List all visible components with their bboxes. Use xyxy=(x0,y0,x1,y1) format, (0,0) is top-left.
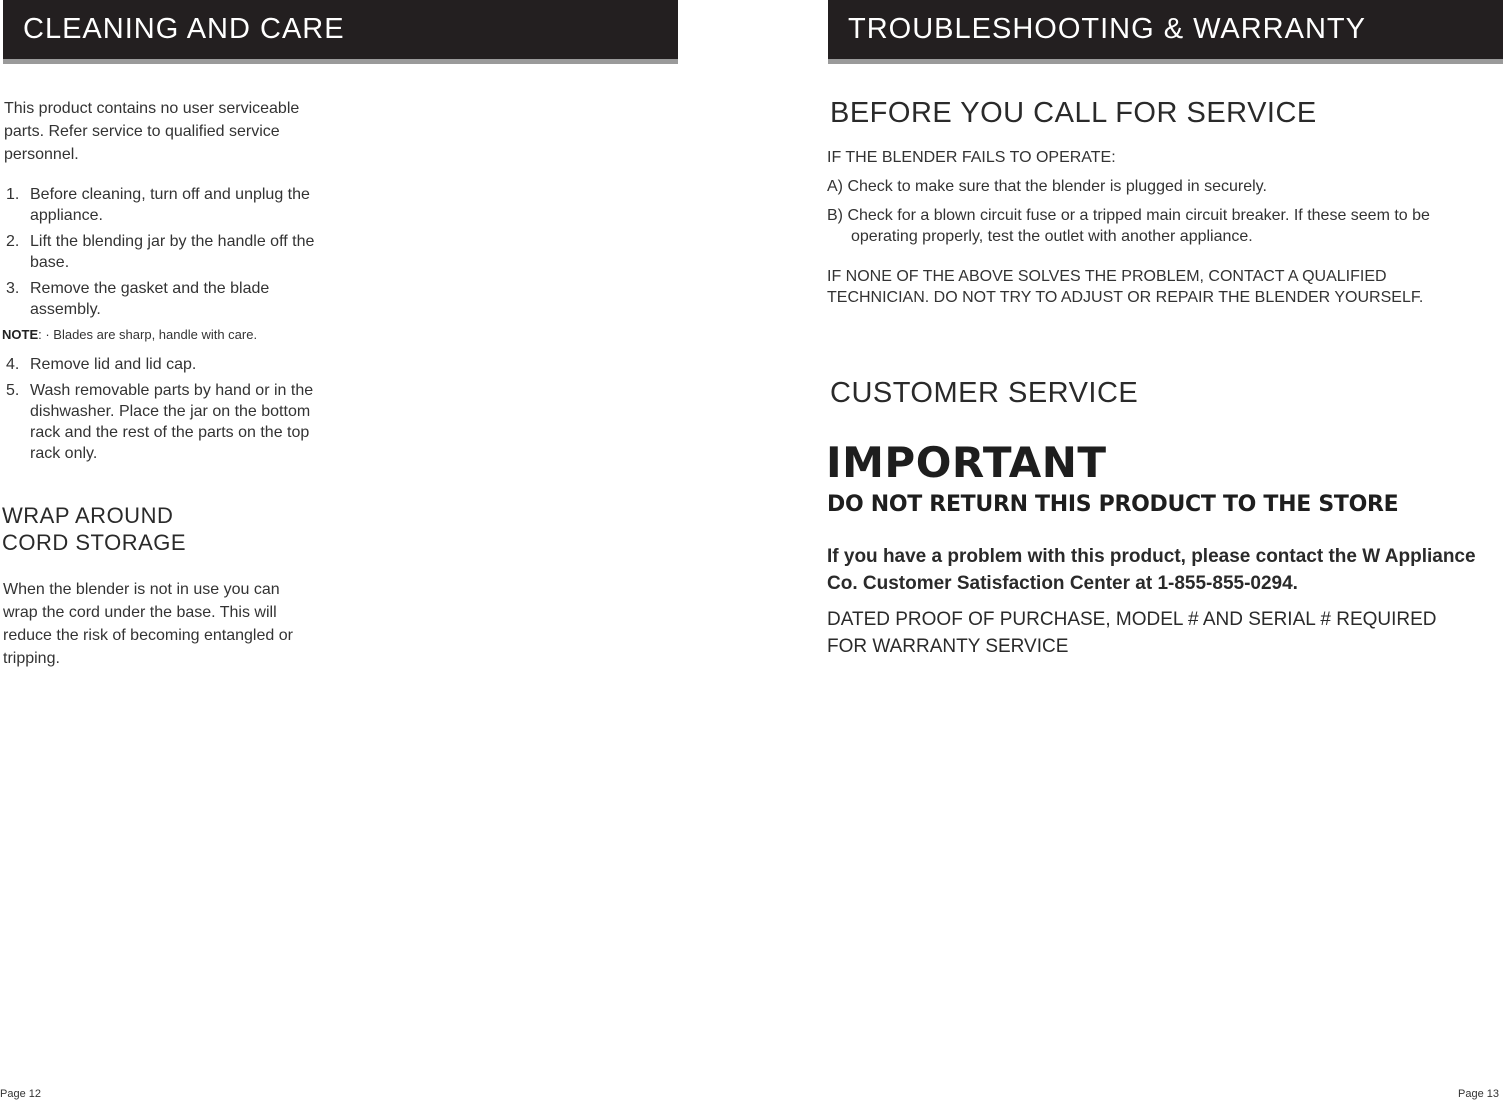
check-a-text: A) Check to make sure that the blender is plugged in securely. xyxy=(827,178,1267,195)
troubleshooting-banner-title: TROUBLESHOOTING & WARRANTY xyxy=(848,13,1366,45)
check-b-text: B) Check for a blown circuit fuse or a tripped main circuit breaker. If these seem to be operating properly, test the outlet with another appliance. xyxy=(827,207,1430,245)
cleaning-step xyxy=(6,184,316,226)
important-heading: IMPORTANT xyxy=(826,438,1107,487)
step-number: 1. xyxy=(6,186,20,203)
step-number: 3. xyxy=(6,280,20,297)
contact-text: If you have a problem with this product, please contact the W Appliance Co. Customer Satisfaction Center at 1-855-855-0294. xyxy=(827,546,1476,594)
step-number: 5. xyxy=(6,382,20,399)
before-service-heading: BEFORE YOU CALL FOR SERVICE xyxy=(830,97,1317,129)
step-text: Remove the gasket and the blade assembly. xyxy=(30,280,270,318)
cord-storage-text: When the blender is not in use you can wrap the cord under the base. This will reduce the risk of becoming entangled or tripping. xyxy=(3,581,293,667)
cleaning-banner-title: CLEANING AND CARE xyxy=(23,13,345,45)
do-not-return-text: DO NOT RETURN THIS PRODUCT TO THE STORE xyxy=(827,492,1399,517)
step-number: 2. xyxy=(6,233,20,250)
if-fails-text: IF THE BLENDER FAILS TO OPERATE: xyxy=(827,149,1116,166)
step-number: 4. xyxy=(6,356,20,373)
step-text: Wash removable parts by hand or in the dishwasher. Place the jar on the bottom rack and the rest of the parts on the top rack only. xyxy=(30,382,314,462)
note-label: NOTE xyxy=(2,327,39,342)
note-text: : · Blades are sharp, handle with care. xyxy=(38,327,258,342)
page-number-left: Page 12 xyxy=(0,1088,41,1100)
none-above-text: IF NONE OF THE ABOVE SOLVES THE PROBLEM, CONTACT A QUALIFIED TECHNICIAN. DO NOT TRY TO ADJUST OR REPAIR THE BLENDER YOURSELF. xyxy=(827,268,1424,306)
cord-storage-heading-line2: CORD STORAGE xyxy=(2,530,187,555)
cleaning-step xyxy=(6,380,316,464)
customer-service-heading: CUSTOMER SERVICE xyxy=(830,377,1139,409)
page-number-right: Page 13 xyxy=(1458,1088,1499,1100)
cord-storage-heading xyxy=(2,502,262,556)
blade-note xyxy=(2,327,257,342)
check-b-item xyxy=(827,205,1487,247)
cleaning-banner xyxy=(3,0,678,64)
step-text: Remove lid and lid cap. xyxy=(30,356,197,373)
intro-paragraph: This product contains no user serviceable parts. Refer service to qualified service personnel. xyxy=(4,100,300,163)
troubleshooting-banner xyxy=(828,0,1503,64)
cleaning-step xyxy=(6,278,316,320)
proof-of-purchase-text: DATED PROOF OF PURCHASE, MODEL # AND SERIAL # REQUIRED FOR WARRANTY SERVICE xyxy=(827,609,1437,657)
step-text: Lift the blending jar by the handle off the base. xyxy=(30,233,315,271)
cleaning-step xyxy=(6,354,316,375)
step-text: Before cleaning, turn off and unplug the appliance. xyxy=(30,186,310,224)
cleaning-step xyxy=(6,231,316,273)
cord-storage-heading-line1: WRAP AROUND xyxy=(2,503,174,528)
